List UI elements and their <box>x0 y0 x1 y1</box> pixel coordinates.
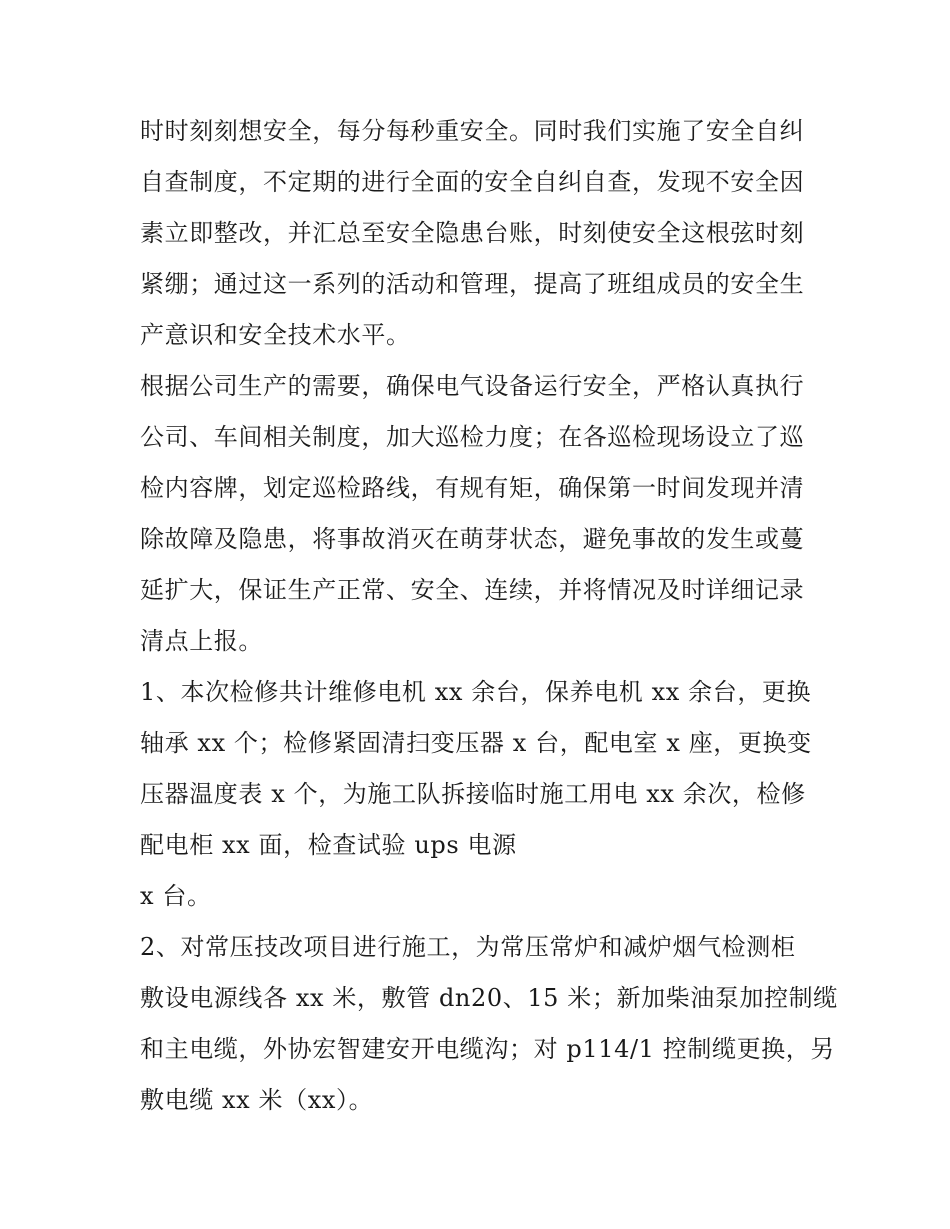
text-line: 配电柜 xx 面，检查试验 ups 电源 <box>140 831 517 859</box>
text-line: 2、对常压技改项目进行施工，为常压常炉和减炉烟气检测柜 <box>140 933 796 961</box>
text-line: 公司、车间相关制度，加大巡检力度；在各巡检现场设立了巡 <box>140 423 805 451</box>
text-line: x 台。 <box>140 882 212 910</box>
text-line: 时时刻刻想安全，每分每秒重安全。同时我们实施了安全自纠 <box>140 117 805 145</box>
text-line: 和主电缆，外协宏智建安开电缆沟；对 p114/1 控制缆更换，另 <box>140 1035 835 1063</box>
text-line: 清点上报。 <box>140 627 263 655</box>
paragraph-safety-inspection <box>140 108 820 363</box>
text-line: 素立即整改，并汇总至安全隐患台账，时刻使安全这根弦时刻 <box>140 219 805 247</box>
text-line: 敷电缆 xx 米（xx）。 <box>140 1086 374 1114</box>
text-line: 产意识和安全技术水平。 <box>140 321 411 349</box>
paragraph-item-1-maintenance <box>140 669 820 924</box>
text-line: 除故障及隐患，将事故消灭在萌芽状态，避免事故的发生或蔓 <box>140 525 805 553</box>
text-line: 检内容牌，划定巡检路线，有规有矩，确保第一时间发现并清 <box>140 474 805 502</box>
text-line: 根据公司生产的需要，确保电气设备运行安全，严格认真执行 <box>140 372 805 400</box>
text-line: 自查制度，不定期的进行全面的安全自纠自查，发现不安全因 <box>140 168 805 196</box>
text-line: 轴承 xx 个；检修紧固清扫变压器 x 台，配电室 x 座，更换变 <box>140 729 812 757</box>
paragraph-item-2-renovation <box>140 924 838 1128</box>
text-line: 敷设电源线各 xx 米，敷管 dn20、15 米；新加柴油泵加控制缆 <box>140 984 838 1012</box>
paragraph-patrol-inspection <box>140 363 820 669</box>
text-line: 压器温度表 x 个，为施工队拆接临时施工用电 xx 余次，检修 <box>140 780 806 808</box>
text-line: 延扩大，保证生产正常、安全、连续，并将情况及时详细记录 <box>140 576 805 604</box>
text-line: 1、本次检修共计维修电机 xx 余台，保养电机 xx 余台，更换 <box>140 678 812 706</box>
text-line: 紧绷；通过这一系列的活动和管理，提高了班组成员的安全生 <box>140 270 805 298</box>
document-page <box>140 108 838 1128</box>
